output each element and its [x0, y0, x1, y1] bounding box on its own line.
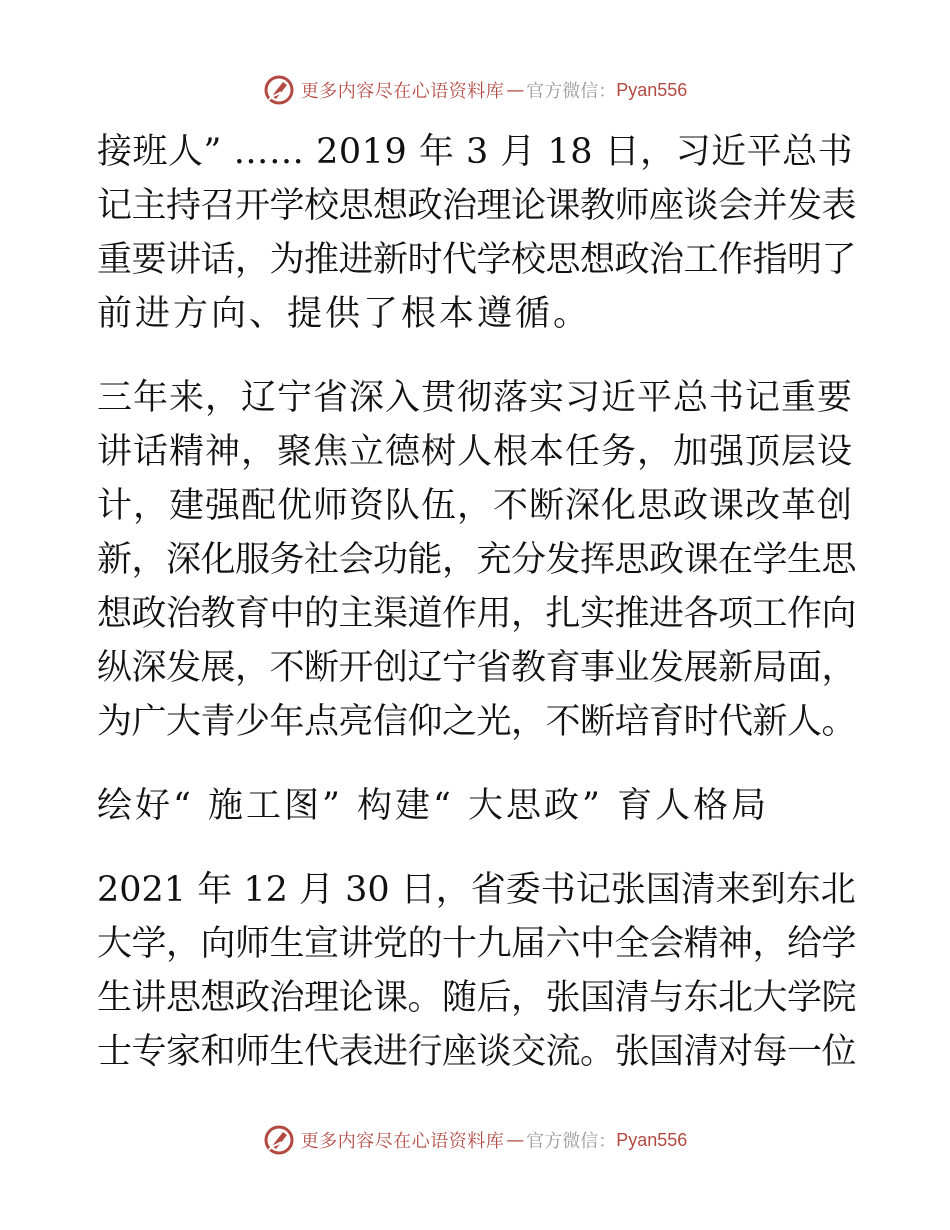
paragraph-gap [97, 833, 857, 863]
text-line: 记主持召开学校思想政治理论课教师座谈会并发表 [97, 186, 857, 226]
section-heading-text: 绘好“ 施工图” 构建“ 大思政” 育人格局 [97, 786, 770, 826]
watermark-text: 更多内容尽在心语资料库 [300, 1131, 505, 1152]
document-body [97, 125, 857, 1079]
watermark-logo-icon [263, 74, 295, 106]
text-line: 纵深发展，不断开创辽宁省教育事业发展新局面， [97, 648, 857, 688]
watermark-wechat-label: 官方微信： [526, 81, 617, 102]
text-line: 前进方向、提供了根本遵循。 [97, 294, 592, 334]
paragraph-gap [97, 341, 857, 371]
watermark-wechat-id: Pyan556 [616, 79, 688, 100]
paragraph-3 [97, 863, 857, 1079]
watermark-logo-icon [263, 1124, 295, 1156]
footer-watermark [0, 1122, 950, 1158]
text-line: 接班人” …… 2019 年 3 月 18 日，习近平总书 [97, 132, 854, 172]
text-line: 想政治教育中的主渠道作用，扎实推进各项工作向 [97, 594, 857, 634]
watermark-dash: — [506, 79, 525, 101]
text-line: 新，深化服务社会功能，充分发挥思政课在学生思 [97, 540, 857, 580]
text-line: 重要讲话，为推进新时代学校思想政治工作指明了 [97, 240, 857, 280]
watermark-wechat-id: Pyan556 [616, 1129, 688, 1150]
text-line: 计，建强配优师资队伍，不断深化思政课改革创 [97, 486, 854, 526]
paragraph-gap [97, 749, 857, 779]
watermark-dash: — [506, 1129, 525, 1151]
paragraph-1 [97, 125, 857, 341]
text-line: 大学，向师生宣讲党的十九届六中全会精神，给学 [97, 924, 857, 964]
header-watermark [0, 72, 950, 108]
watermark-text: 更多内容尽在心语资料库 [300, 81, 505, 102]
watermark-wechat-label: 官方微信： [526, 1131, 617, 1152]
text-line: 生讲思想政治理论课。随后，张国清与东北大学院 [97, 978, 857, 1018]
text-line: 为广大青少年点亮信仰之光，不断培育时代新人。 [97, 702, 857, 742]
text-line: 三年来，辽宁省深入贯彻落实习近平总书记重要 [97, 378, 854, 418]
text-line: 讲话精神，聚焦立德树人根本任务，加强顶层设 [97, 432, 854, 472]
paragraph-2 [97, 371, 857, 749]
text-line: 士专家和师生代表进行座谈交流。张国清对每一位 [97, 1032, 857, 1072]
text-line: 2021 年 12 月 30 日，省委书记张国清来到东北 [97, 870, 856, 910]
section-heading [97, 779, 857, 833]
